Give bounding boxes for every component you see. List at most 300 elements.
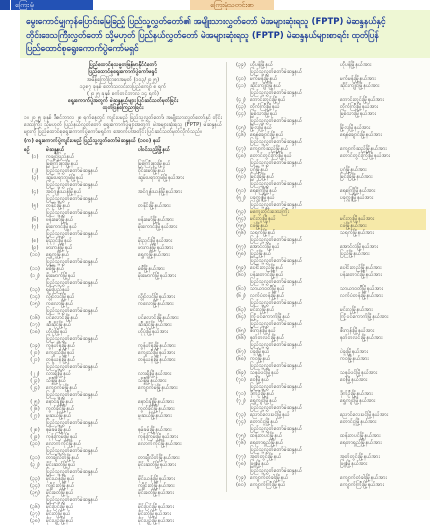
township-list (138, 308, 222, 315)
org-name-1: ပြည်ထောင်စုသမ္မတမြန်မာနိုင်ငံတော် (89, 62, 157, 68)
constituency-name: ပင်လောင်းမြို့နယ် (46, 315, 79, 321)
table-row (232, 237, 426, 244)
constituency-name: မံစီမြို့နယ် (46, 266, 65, 272)
table-row (24, 518, 222, 525)
table-row (24, 287, 222, 294)
row-number: (၇၇) (236, 454, 246, 460)
row-number: (၅၂) (236, 195, 246, 201)
table-row (24, 161, 222, 168)
table-row (24, 371, 222, 378)
township-list: ရေတာရှည်မြို့နယ်အား (340, 440, 382, 446)
township-list (340, 447, 426, 454)
table-row (232, 90, 426, 97)
table-row (232, 405, 426, 412)
org-name-2: ပြည်ထောင်စုရွေးကောက်ပွဲကော်မရှင် (88, 69, 158, 75)
row-number: (၂၁) (30, 357, 40, 363)
township-list (138, 420, 222, 427)
row-number (232, 426, 250, 433)
intro-paragraph: ၁။ ၂၀၂၅ ခုနှစ် ဒီဇင်ဘာလ ၂၈ ရက်နေ့တွင် ကျင်းပမည့် ပြည်သူ့လွှတ်တော်၊ အမျိုးသားလွှတ်တော်နှင့် တိုင်းဒေသကြီး သို့မဟုတ် ပြည်နယ်လွှတ်တော် ရွေးကောက်ပွဲများအတွက် မဲအများဆုံးရသူ (FPTP) မဲဆန္ဒနယ်များကို ပြည်ထောင်စုရွေးကောက်ပွဲကော်မရှင်က အောက်ပါအတိုင်း ပြင်ဆင်သတ်မှတ်လိုက်သည်။ (24, 115, 222, 135)
township-list (138, 280, 222, 287)
intro-title: ရွေးကောက်ပွဲအတွက် မဲဆန္ဒနယ်များ ပြင်ဆင်သတ်မှတ်ခြင်း (67, 98, 179, 104)
township-list (138, 336, 222, 343)
constituency-name: ပြည်သူ့လွှတ်တော်မဲဆန္ဒနယ် (46, 182, 99, 188)
constituency-name: ကျေးသီးမြို့နယ် (46, 350, 75, 356)
township-list: မိုင်းယန်းမြို့နယ်အား (138, 476, 175, 482)
row-number: (၄၁) (236, 83, 246, 89)
table-row (232, 69, 426, 76)
table-row (232, 342, 426, 349)
row-number: (၁၀) (30, 252, 40, 258)
row-number: (၅၉) (236, 265, 246, 271)
table-row (232, 230, 426, 237)
table-row (24, 273, 222, 280)
township-list: ဇီးကုန်းမြို့နယ်အား (340, 328, 375, 334)
row-number: (၅) (31, 203, 39, 209)
table-row (24, 280, 222, 287)
constituency-name: ဆွမ်းပရာဘွမ်မြို့နယ် (46, 175, 84, 181)
township-list: ဆီဆိုင်မြို့နယ်အား (138, 322, 172, 328)
headline-line-1: မွေးကောင်မျှကုန်ပြောင်းမြေခြည့် ပြည်သူ့လွှတ်တော်၏ အမျိုးသားလွှတ်တော် မဲအများဆုံးရသူ (FPTP) မဲဆန္ဒနယ်နှင့် (26, 17, 386, 27)
row-number (24, 231, 46, 238)
township-list: ကျေးသီးမြို့နယ်အား (138, 350, 175, 356)
constituency-name: မိုင်းခတ်မြို့နယ် (46, 490, 74, 496)
township-list: မိုးညှင်းမြို့နယ်အား (138, 238, 173, 244)
constituency-name: မူဆယ်မြို့နယ် (46, 413, 72, 419)
township-list: အောင်လံမြို့နယ်အား (340, 244, 378, 250)
township-list: မင်းလှမြို့နယ်အား (340, 307, 373, 313)
table-row (24, 175, 222, 182)
row-number: (၃၈) (30, 518, 40, 524)
township-list (138, 231, 222, 238)
constituency-name: ဖြူးမြို့နယ် (250, 461, 270, 467)
table-row (232, 188, 426, 195)
township-list (340, 300, 426, 307)
township-list (340, 202, 426, 209)
township-list: လောက်ကိုင်မြို့နယ်အား (138, 441, 182, 447)
col-header-no: စဉ် (24, 147, 30, 153)
constituency-name: မိုင်းပြင်းမြို့နယ် (46, 504, 74, 510)
township-list: မံစီမြို့နယ်အား (138, 266, 165, 272)
row-number: (၆၁) (236, 286, 246, 292)
constituency-name: မကွေးတိုင်းဒေသကြီး (250, 209, 340, 216)
constituency-name: မိုင်းပျဉ်းမြို့နယ် (46, 518, 74, 524)
row-number (232, 139, 250, 146)
table-row (232, 419, 426, 426)
table-row (24, 329, 222, 336)
row-number (232, 237, 250, 244)
row-number: (၆၇) (236, 349, 246, 355)
row-number: (၇၅) (236, 433, 246, 439)
table-row (24, 294, 222, 301)
table-row (232, 300, 426, 307)
township-list: မြင်းခြံမြို့နယ်အား (340, 174, 373, 180)
township-list: တာချီလိတ်မြို့နယ်အား (138, 455, 180, 461)
table-row (232, 314, 426, 321)
row-number: (၇၂) (236, 398, 246, 404)
row-number (24, 392, 46, 399)
row-number: (၃၃) (30, 476, 40, 482)
row-number (232, 363, 250, 370)
township-list: ဟိုပုံးမြို့နယ်အား (138, 329, 168, 335)
row-number (232, 258, 250, 265)
township-list: ဆိုင်းကျိုင်မြို့နယ်အား (340, 83, 380, 89)
township-list: သာယာဝတီမြို့နယ်အား (340, 286, 383, 292)
constituency-name: မက်မန်းမြို့နယ် (250, 76, 278, 82)
township-list: ကွတ်ခိုင်မြို့နယ်အား (138, 406, 175, 412)
township-list: ကြို့ပင်ကောက်မြို့နယ်အား (340, 314, 389, 320)
table-row (232, 272, 426, 279)
township-list: ဗန်းမော်မြို့နယ်အား (138, 217, 174, 223)
row-number: (၁၃) (30, 287, 40, 293)
table-row (24, 231, 222, 238)
table-row (24, 420, 222, 427)
township-list (340, 181, 426, 188)
table-row (232, 307, 426, 314)
date-gregorian: (၂၀၂၅ ခုနှစ် စက်တင်ဘာလ ၁၄ ရက်) (87, 91, 159, 97)
row-number: (၇၁) (236, 391, 246, 397)
row-number: (၄၅) (236, 125, 246, 131)
constituency-name: သိန္နီမြို့နယ် (46, 378, 67, 384)
row-number (24, 336, 46, 343)
constituency-name: ပြည်သူ့လွှတ်တော်မဲဆန္ဒနယ် (46, 497, 99, 503)
township-list: ရေနံချောင်းမြို့နယ်အား (340, 132, 382, 138)
table-row (232, 335, 426, 342)
row-number: (၇၃) (236, 412, 246, 418)
table-row (232, 139, 426, 146)
constituency-name: ဒိုက်ဦးမြို့နယ် (250, 391, 275, 397)
table-row (24, 504, 222, 511)
constituency-name: ကဝမြို့နယ် (250, 356, 271, 362)
constituency-name: ပြည်သူ့လွှတ်တော်မဲဆန္ဒနယ် (46, 364, 99, 370)
constituency-name: ဟိုပန်မြို့နယ် (250, 62, 274, 68)
row-number: (၁၈) (30, 329, 40, 335)
township-list: မင်းဘူးမြို့နယ်အား (340, 216, 426, 223)
table-row (232, 167, 426, 174)
table-row (232, 475, 426, 482)
row-number: (၆၅) (236, 328, 246, 334)
constituency-name: ကျောက်ကြီးမြို့နယ် (250, 482, 286, 488)
table-row (24, 497, 222, 504)
row-number: (၄) (31, 189, 39, 195)
table-row (232, 181, 426, 188)
row-number (24, 448, 46, 455)
township-list (340, 258, 426, 265)
constituency-name: သနပ်ပင်မြို့နယ် (250, 370, 279, 376)
township-list: ကလောမြို့နယ်အား (138, 301, 174, 307)
row-number: (၂၅) (30, 399, 40, 405)
constituency-name: ပြည်သူ့လွှတ်တော်မဲဆန္ဒနယ် (46, 448, 99, 454)
township-list: ရေစကြိုမြို့နယ်အား (340, 188, 376, 194)
township-list: နမ့်ခမ်းမြို့နယ်အား (138, 427, 172, 433)
table-row (232, 132, 426, 139)
township-list: မက်မန်းမြို့နယ်အား (340, 76, 376, 82)
newspaper-brand: ကြေးမုံ (11, 0, 93, 10)
row-number (232, 118, 250, 125)
township-list: လားရှိုးမြို့နယ်အား (138, 371, 172, 377)
table-row (24, 455, 222, 462)
constituency-name: ငဖဲမြို့နယ် (250, 223, 340, 230)
row-number (24, 259, 46, 266)
constituency-name: ဟိုပုံးမြို့နယ် (46, 329, 68, 335)
left-table-body (24, 154, 222, 525)
constituency-name: ကျောက်တံခါးမြို့နယ် (250, 475, 289, 481)
constituency-name: မိုးမောက်မြို့နယ် (46, 273, 76, 279)
row-number: (၇၈) (236, 461, 246, 467)
township-list: ပင်လောင်းမြို့နယ်အား (138, 315, 179, 321)
constituency-name: လားရှိုးမြို့နယ် (46, 371, 71, 377)
township-list (138, 392, 222, 399)
constituency-name: လက်ပံတန်းမြို့နယ် (250, 293, 285, 299)
row-number: (၆၈) (236, 356, 246, 362)
constituency-name: ကျောက်မဲမြို့နယ် (46, 385, 78, 391)
table-row (24, 217, 222, 224)
constituency-name: ရှမ်းပြည်နယ် (46, 287, 70, 293)
constituency-name: ဗန်းမော်မြို့နယ် (46, 217, 74, 223)
constituency-name: တာချီလိတ်မြို့နယ် (46, 455, 80, 461)
township-list (340, 90, 426, 97)
table-row (232, 160, 426, 167)
township-list (138, 210, 222, 217)
constituency-name: ပြည်သူ့လွှတ်တော်မဲဆန္ဒနယ် (250, 468, 303, 474)
constituency-name: ညောင်လေးပင်မြို့နယ် (250, 412, 290, 418)
col-header-constituency: မဲဆန္ဒနယ် (46, 147, 65, 153)
row-number: (၃၆) (30, 504, 40, 510)
constituency-name: ဇီးကုန်းမြို့နယ် (250, 328, 276, 334)
row-number (24, 308, 46, 315)
constituency-name: ပြည်သူ့လွှတ်တော်မဲဆန္ဒနယ် (46, 469, 99, 475)
row-number: (၅၇) (236, 244, 246, 250)
constituency-name: ဆီဆိုင်မြို့နယ် (46, 322, 72, 328)
table-row (24, 399, 222, 406)
intro-title-2: ထုတ်ပြန်ကြေညာခြင်း (102, 105, 144, 111)
row-number: (၃၉) (236, 62, 246, 68)
township-list: ကျောက်တံခါးမြို့နယ်အား (340, 475, 387, 481)
township-list (340, 160, 426, 167)
township-list: ရွှေကူမြို့နယ်အား (138, 252, 170, 258)
constituency-name: ပြည်သူ့လွှတ်တော်မဲဆန္ဒနယ် (250, 160, 303, 166)
table-row (24, 490, 222, 497)
row-number: (၆၃) (236, 307, 246, 313)
table-row (24, 322, 222, 329)
township-list (340, 363, 426, 370)
township-list: မိုးမောက်မြို့နယ်အား (138, 273, 176, 279)
table-row (232, 83, 426, 90)
constituency-name: ပြည်သူ့လွှတ်တော်မဲဆန္ဒနယ် (250, 202, 303, 208)
township-list: မူဆယ်မြို့နယ်အား (138, 413, 172, 419)
table-row (24, 238, 222, 245)
constituency-name: ရေတာရှည်မြို့နယ် (250, 440, 284, 446)
township-list (138, 448, 222, 455)
constituency-name: နတ်တလင်းမြို့နယ် (250, 335, 285, 341)
table-row (232, 447, 426, 454)
table-row (24, 336, 222, 343)
constituency-name: ပြည်သူ့လွှတ်တော်မဲဆန္ဒနယ် (250, 363, 303, 369)
table-row (24, 406, 222, 413)
row-number: (၅၃) (236, 209, 246, 215)
table-row (232, 174, 426, 181)
left-column (24, 62, 222, 524)
township-list: ပြည်မြို့နယ်အား (340, 251, 370, 257)
table-row (232, 202, 426, 209)
constituency-name: မိုးကောင်းမြို့နယ် (46, 224, 77, 230)
constituency-name: ကွန်ဟိန်းမြို့နယ် (46, 343, 76, 349)
row-number (232, 342, 250, 349)
row-number: (၆) (31, 217, 39, 223)
constituency-name: ကြို့ပင်ကောက်မြို့နယ် (250, 314, 291, 320)
constituency-name: တောင်တွင်းကြီးမြို့နယ် (250, 153, 292, 159)
row-number: (၃၀) (30, 441, 40, 447)
row-number: (၁၉) (30, 343, 40, 349)
constituency-name: ပြည်သူ့လွှတ်တော်မဲဆန္ဒနယ် (250, 300, 303, 306)
constituency-name: တောင်ငူမြို့နယ် (250, 419, 279, 425)
row-number (232, 279, 250, 286)
row-number (24, 420, 46, 427)
row-number: (၆၂) (236, 293, 246, 299)
constituency-name: ပြည်သူ့လွှတ်တော်မဲဆန္ဒနယ် (250, 279, 303, 285)
column-divider (226, 62, 227, 492)
township-list: ညောင်လေးပင်မြို့နယ်အား (340, 412, 389, 418)
township-list (340, 209, 426, 216)
township-list (340, 405, 426, 412)
table-row (232, 482, 426, 489)
constituency-name: ဆိုင်းကျိုင်မြို့နယ် (250, 83, 282, 89)
township-list: ဖြူးမြို့နယ်အား (340, 461, 368, 467)
row-number: (၅၄) (236, 216, 246, 222)
table-row (232, 76, 426, 83)
township-list (340, 426, 426, 433)
constituency-name: မင်းလှမြို့နယ် (250, 307, 275, 313)
constituency-name: အုတ်တွင်းမြို့နယ် (250, 454, 282, 460)
township-list: ဝေါမြို့နယ်အား (340, 377, 368, 383)
table-row (24, 392, 222, 399)
row-number: (၁၂) (30, 273, 40, 279)
table-row (232, 146, 426, 153)
row-number: (၄၃) (236, 104, 246, 110)
township-list: ကုန်းကြမ်းမြို့နယ်အား (138, 434, 178, 440)
table-row (24, 154, 222, 161)
table-row (24, 413, 222, 420)
table-row (232, 258, 426, 265)
township-list: မိုင်းခတ်မြို့နယ်အား (138, 490, 174, 496)
row-number: (၈၀) (236, 482, 246, 488)
township-list: သိန္နီမြို့နယ်အား (138, 378, 167, 384)
constituency-name: ပုဂံမြို့နယ် (250, 167, 269, 173)
row-number: (၇၉) (236, 475, 246, 481)
constituency-name: မိုးညှင်းမြို့နယ် (46, 238, 72, 244)
table-row (232, 118, 426, 125)
township-list (138, 364, 222, 371)
row-number: (၁၆) (30, 315, 40, 321)
township-list: ပုဂံမြို့နယ်အား (340, 167, 367, 173)
table-row (232, 363, 426, 370)
row-number (232, 384, 250, 391)
township-list: ပေါင်းတည်မြို့နယ်အား (340, 265, 382, 271)
constituency-name: ပြည်သူ့လွှတ်တော်မဲဆန္ဒနယ် (46, 420, 99, 426)
row-number: (၇) (31, 224, 39, 230)
township-list: ကွန်ဟိန်းမြို့နယ်အား (138, 343, 176, 349)
table-row (232, 293, 426, 300)
section-label: ကြေးမုံသတင်းစာ (190, 0, 274, 10)
table-row (24, 189, 222, 196)
table-row (232, 111, 426, 118)
table-row (232, 356, 426, 363)
table-row (232, 433, 426, 440)
row-number: (၂၉) (30, 434, 40, 440)
township-list (138, 469, 222, 476)
township-list: ပခုက္ကူမြို့နယ်အား (340, 195, 374, 201)
township-list (340, 237, 426, 244)
constituency-name: မင်းဘူးမြို့နယ် (250, 216, 340, 223)
row-number (24, 469, 46, 476)
constituency-name: ပြည်သူ့လွှတ်တော်မဲဆန္ဒနယ် (250, 237, 303, 243)
table-row (232, 195, 426, 202)
table-row (232, 97, 426, 104)
constituency-name: မြစ်သားမြို့နယ် (250, 111, 278, 117)
row-number: (၃၁) (30, 455, 40, 461)
row-number: (၄၈) (236, 153, 246, 159)
constituency-name: ပြည်သူ့လွှတ်တော်မဲဆန္ဒနယ် (46, 392, 99, 398)
constituency-name: ပခုက္ကူမြို့နယ် (250, 195, 275, 201)
township-list: သရက်မြို့နယ်အား (340, 230, 374, 236)
row-number (232, 90, 250, 97)
constituency-name: ပြည်သူ့လွှတ်တော်မဲဆန္ဒနယ် (250, 426, 303, 432)
row-number: (၇၄) (236, 419, 246, 425)
row-number: (၁၅) (30, 301, 40, 307)
constituency-name: ပြည်သူ့လွှတ်တော်မဲဆန္ဒနယ် (250, 258, 303, 264)
constituency-name: သရက်မြို့နယ် (250, 230, 276, 236)
table-row (24, 476, 222, 483)
right-table-body (232, 62, 426, 489)
row-number: (၁၇) (30, 322, 40, 328)
township-list (340, 69, 426, 76)
township-list: ကျိုင်းတုံမြို့နယ်အား (138, 483, 175, 489)
constituency-name: အောင်လံမြို့နယ် (250, 244, 280, 250)
table-row (232, 426, 426, 433)
table-row (232, 209, 426, 216)
row-number (24, 182, 46, 189)
row-number (232, 405, 250, 412)
table-row (24, 350, 222, 357)
table-row (24, 266, 222, 273)
township-list: ဟိုပန်မြို့နယ်အား (340, 62, 372, 68)
constituency-name: တနိုင်းမြို့နယ် (46, 203, 71, 209)
constituency-name: နောင်ချိုမြို့နယ် (46, 399, 74, 405)
table-row (24, 245, 222, 252)
row-number (24, 364, 46, 371)
row-number: (၃) (31, 175, 39, 181)
table-row (232, 454, 426, 461)
row-number (232, 447, 250, 454)
constituency-name: ကျောက်ဆည်မြို့နယ် (250, 146, 289, 152)
constituency-name: ပြည်သူ့လွှတ်တော်မဲဆန္ဒနယ် (250, 118, 303, 124)
row-number: (၃၂) (30, 462, 40, 468)
table-row (232, 125, 426, 132)
township-list (340, 342, 426, 349)
row-number (24, 161, 46, 168)
constituency-name: ရွှေကူမြို့နယ် (46, 252, 70, 258)
table-row (24, 196, 222, 203)
row-number: (၆၀) (236, 272, 246, 278)
constituency-name: ထန်းတပင်မြို့နယ် (250, 433, 283, 439)
constituency-name: ပြည်သူ့လွှတ်တော်မဲဆန္ဒနယ် (46, 308, 99, 314)
table-row (24, 511, 222, 518)
row-number: (၁၄) (30, 294, 40, 300)
constituency-name: နမ့်ခမ်းမြို့နယ် (46, 427, 72, 433)
row-number (24, 280, 46, 287)
row-number (232, 202, 250, 209)
row-number (232, 321, 250, 328)
township-list: ငဖဲမြို့နယ်အား (340, 223, 426, 230)
